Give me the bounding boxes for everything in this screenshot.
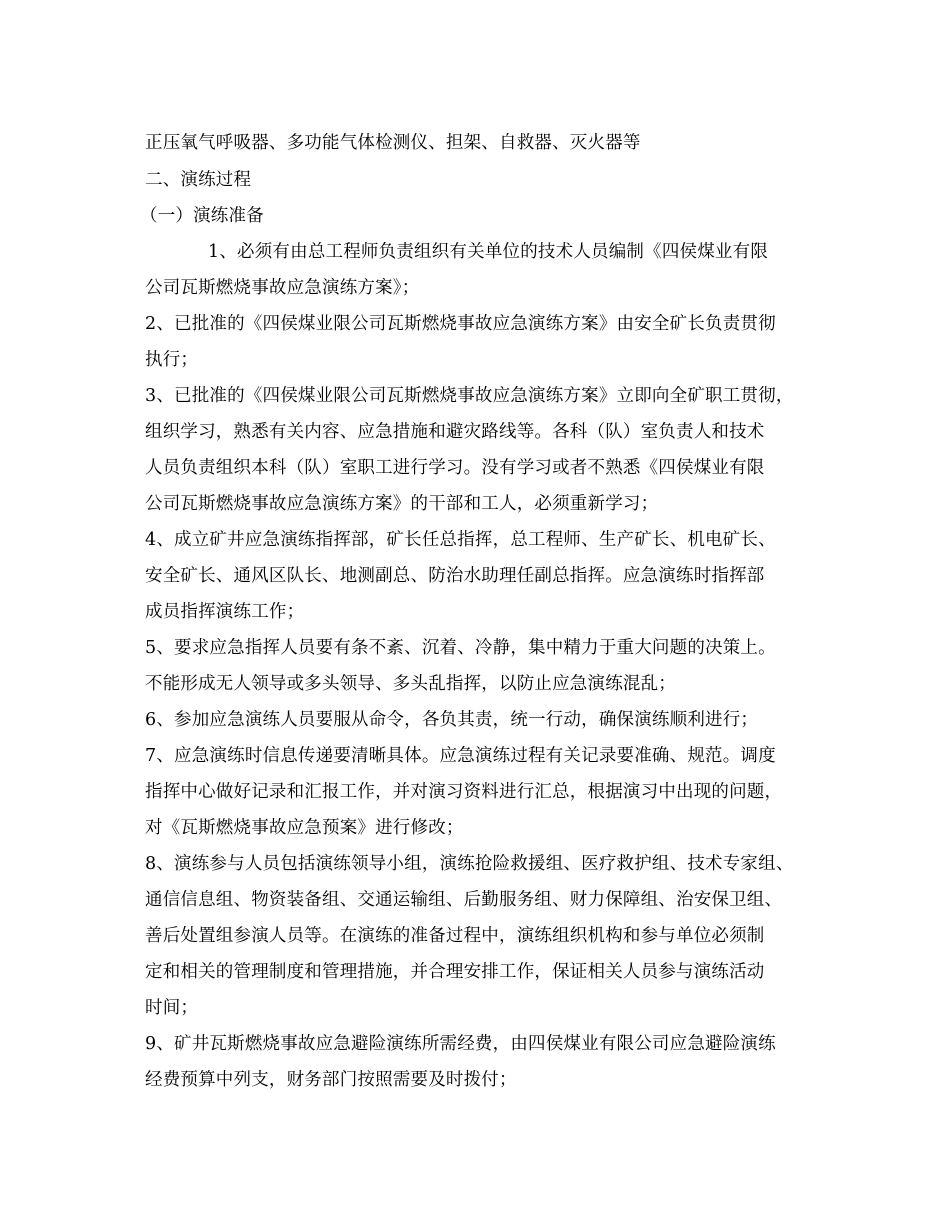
text-line: 5、要求应急指挥人员要有条不紊、沉着、冷静，集中精力于重大问题的决策上。 — [145, 638, 776, 658]
text-line: 正压氧气呼吸器、多功能气体检测仪、担架、自救器、灭火器等 — [145, 133, 641, 153]
text-line: 公司瓦斯燃烧事故应急演练方案》； — [145, 278, 420, 298]
text-line: 4、成立矿井应急演练指挥部，矿长任总指挥，总工程师、生产矿长、机电矿长、 — [145, 530, 776, 550]
text-line: 8、演练参与人员包括演练领导小组，演练抢险救援组、医疗救护组、技术专家组、 — [145, 854, 794, 874]
text-line: 善后处置组参演人员等。在演练的准备过程中，演练组织机构和参与单位必须制 — [145, 926, 765, 946]
subsection-heading: （一）演练准备 — [140, 206, 264, 226]
text-line: 不能形成无人领导或多头领导、多头乱指挥，以防止应急演练混乱； — [145, 674, 676, 694]
text-line: 执行； — [145, 350, 199, 370]
section-heading: 二、演练过程 — [145, 170, 252, 190]
text-line: 6、参加应急演练人员要服从命令，各负其责，统一行动，确保演练顺利进行； — [145, 710, 759, 730]
text-line: 7、应急演练时信息传递要清晰具体。应急演练过程有关记录要准确、规范。调度 — [145, 746, 776, 766]
text-line: 3、已批准的《四侯煤业限公司瓦斯燃烧事故应急演练方案》立即向全矿职工贯彻， — [145, 386, 794, 406]
text-line: 经费预算中列支，财务部门按照需要及时拨付； — [145, 1070, 517, 1090]
text-line: 成员指挥演练工作； — [145, 602, 305, 622]
text-line: 公司瓦斯燃烧事故应急演练方案》的干部和工人，必须重新学习； — [145, 494, 659, 514]
text-line: 指挥中心做好记录和汇报工作，并对演习资料进行汇总，根据演习中出现的问题， — [145, 782, 783, 802]
text-line: 组织学习，熟悉有关内容、应急措施和避灾路线等。各科（队）室负责人和技术 — [145, 422, 765, 442]
text-line: 定和相关的管理制度和管理措施，并合理安排工作，保证相关人员参与演练活动 — [145, 962, 765, 982]
text-line: 人员负责组织本科（队）室职工进行学习。没有学习或者不熟悉《四侯煤业有限 — [145, 458, 765, 478]
text-line: 安全矿长、通风区队长、地测副总、防治水助理任副总指挥。应急演练时指挥部 — [145, 566, 765, 586]
text-line: 1、必须有由总工程师负责组织有关单位的技术人员编制《四侯煤业有限 — [208, 242, 769, 262]
text-line: 通信信息组、物资装备组、交通运输组、后勤服务组、财力保障组、治安保卫组、 — [145, 890, 783, 910]
text-line: 9、矿井瓦斯燃烧事故应急避险演练所需经费，由四侯煤业有限公司应急避险演练 — [145, 1034, 776, 1054]
text-line: 2、已批准的《四侯煤业限公司瓦斯燃烧事故应急演练方案》由安全矿长负责贯彻 — [145, 314, 776, 334]
text-line: 时间； — [145, 998, 199, 1018]
text-line: 对《瓦斯燃烧事故应急预案》进行修改； — [145, 818, 464, 838]
